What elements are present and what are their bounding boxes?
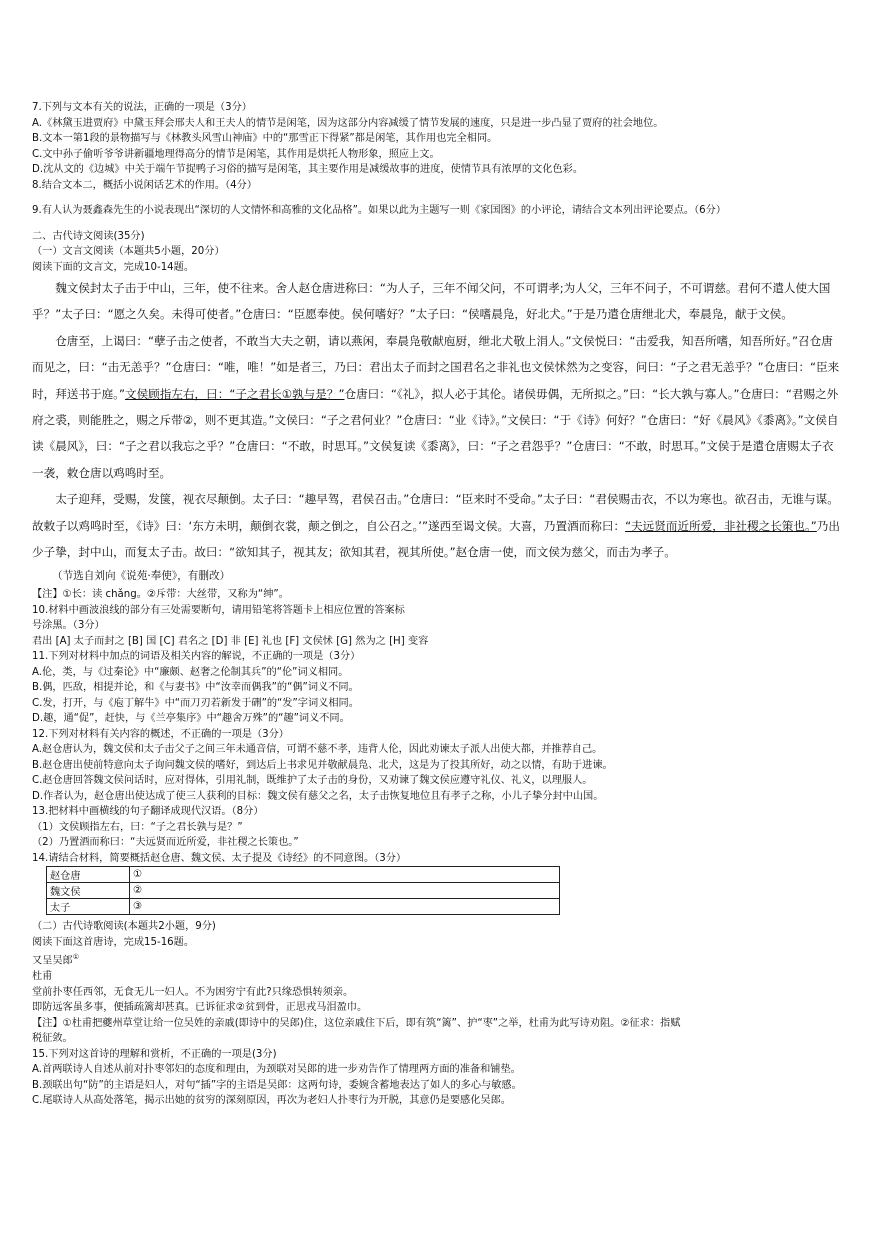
q7-stem: 7.下列与文本有关的说法，正确的一项是（3分） — [32, 102, 252, 113]
passage-text: 太子迎拜，受赐，发箧，视衣尽颠倒。太子曰：“趣早驾，君侯召击。”仓唐曰：“臣来时不受命。”太子曰：“君侯赐击衣，不以为寒也。欲召击，无谁与谋。故敕子以鸡鸣时至，《诗》曰：‘东方未明，颠倒衣裳，颠之倒之，自公召之。’”遂西至谒文侯。大喜，乃置酒而称曰： — [32, 492, 839, 533]
q12-stem: 12.下列对材料有关内容的概述，不正确的一项是（3分） — [32, 728, 289, 740]
table-cell-answer[interactable]: ② — [130, 883, 560, 899]
q10-options: 君出 [A] 太子而封之 [B] 国 [C] 君名之 [D] 非 [E] 礼也 [F] 文侯怵 [G] 然为之 [H] 变容 — [32, 635, 429, 647]
q15-option-c: C.尾联诗人从高处落笔，揭示出她的贫穷的深刻原因，再次为老妇人扑枣行为开脱，其意仍是要感化吴郎。 — [32, 1095, 511, 1107]
poem-intro: 阅读下面这首唐诗，完成15-16题。 — [32, 936, 195, 948]
passage-source: （节选自刘向《说苑·奉使》，有删改） — [52, 570, 231, 583]
table-row — [47, 899, 560, 915]
table-row — [47, 883, 560, 899]
passage-text: 乃出少子挚，封中山，而复太子击。故曰：“欲知其子，视其友；欲知其君，视其所使。”赵仓唐一使，而文侯为慈父，而击为孝子。 — [32, 518, 840, 560]
table-cell-name: 赵仓唐 — [47, 867, 130, 883]
q13-sentence-1: （1）文侯顾指左右，曰：“子之君长孰与是？” — [32, 821, 243, 833]
poem-line-2: 即防远客虽多事，便插疏篱却甚真。已诉征求②贫到骨，正思戎马泪盈巾。 — [32, 1002, 368, 1014]
underlined-sentence-1: 文侯顾指左右，曰：“子之君长①孰与是？” — [124, 386, 345, 401]
passage-notes: 【注】①长：读 chǎng。②斥带：大丝带，又称为“绅”。 — [32, 589, 289, 601]
q14-stem: 14.请结合材料，简要概括赵仓唐、魏文侯、太子提及《诗经》的不同意图。（3分） — [32, 852, 407, 864]
q13-sentence-2: （2）乃置酒而称曰：“夫远贤而近所爱，非社稷之长策也。” — [32, 837, 299, 849]
passage-paragraph-3 — [32, 486, 842, 565]
q12-option-a: A.赵仓唐认为，魏文侯和太子击父子之间三年未通音信，可谓不慈不孝，违背人伦，因此劝谏太子派人出使大都，并推荐自己。 — [32, 744, 603, 756]
q15-stem: 15.下列对这首诗的理解和赏析，不正确的一项是(3分) — [32, 1048, 277, 1060]
table-cell-name: 太子 — [47, 899, 130, 915]
q11-stem: 11.下列对材料中加点的词语及相关内容的解说，不正确的一项是（3分） — [32, 651, 361, 663]
q10-stem-line2: 号涂黑。（3分） — [32, 620, 105, 632]
reading-intro: 阅读下面的文言文，完成10-14题。 — [32, 261, 195, 273]
table-cell-answer[interactable]: ① — [130, 867, 560, 883]
q8-stem: 8.结合文本二，概括小说闲话艺术的作用。（4分） — [32, 179, 258, 191]
exam-page — [32, 100, 842, 1109]
q12-option-d: D.作者认为，赵仓唐出使达成了使三人获利的目标：魏文侯有慈父之名，太子击恢复地位且有孝子之称，小儿子挚分封中山国。 — [32, 790, 604, 802]
q7-option-a: A.《林黛玉进贾府》中黛玉拜会邢夫人和王夫人的情节是闲笔，因为这部分内容减缓了情节发展的速度，只是进一步凸显了贾府的社会地位。 — [32, 117, 664, 129]
q9-stem: 9.有人认为聂鑫森先生的小说表现出“深切的人文情怀和高雅的文化品格”。如果以此为主题写一则《家国图》的小评论，请结合文本列出评论要点。（6分） — [32, 205, 727, 216]
q14-answer-table — [46, 866, 560, 915]
q7-option-b: B.文本一第1段的景物描写与《林教头风雪山神庙》中的“那雪正下得紧”都是闲笔，其作用也完全相同。 — [32, 133, 498, 144]
q15-option-a: A.首两联诗人自述从前对扑枣邻妇的态度和理由，为颈联对吴郎的进一步劝告作了情理两方面的准备和铺垫。 — [32, 1064, 521, 1076]
q11-option-b: B.偶，匹敌，相提并论，和《与妻书》中“汝幸而偶我”的“偶”词义不同。 — [32, 682, 359, 694]
passage-text: ，问曰：“子之君无恙乎？”仓唐曰：“臣来时，拜送书于庭。” — [32, 360, 840, 401]
q11-option-c: C.发，打开，与《庖丁解牛》中“而刀刃若新发于硎”的“发”字词义相同。 — [32, 697, 359, 709]
poem-note-1: 【注】①杜甫把夔州草堂让给一位吴姓的亲戚(即诗中的吴郎)住，这位亲戚住下后，即有筑“篱”、护“枣”之举，杜甫为此写诗劝阻。②征求：指赋 — [32, 1017, 681, 1029]
passage-paragraph-2 — [32, 328, 842, 486]
q15-option-b: B.颈联出句“防”的主语是妇人，对句“插”字的主语是吴郎：这两句诗，委婉含蓄地表达了如人的多心与敏感。 — [32, 1079, 522, 1091]
poem-author: 杜甫 — [32, 971, 53, 983]
poem-note-2: 税征敛。 — [32, 1033, 73, 1045]
underlined-sentence-2: “夫远贤而近所爱，非社稷之长策也。” — [625, 518, 817, 533]
poem-line-1: 堂前扑枣任西邻，无食无儿一妇人。不为困穷宁有此?只缘恐惧转须亲。 — [32, 986, 354, 998]
q11-option-a: A.伦，类，与《过秦论》中“廉颇、赵奢之伦制其兵”的“伦”词义相同。 — [32, 666, 349, 678]
q11-option-d: D.趣，通“促”，赶快，与《兰亭集序》中“趣舍万殊”的“趣”词义不同。 — [32, 713, 350, 725]
q10-stem-line1: 10.材料中画波浪线的部分有三处需要断句，请用铅笔将答题卡上相应位置的答案标 — [32, 604, 405, 616]
passage-text: 仓唐曰：“《礼》，拟人必于其伦。诸侯毋偶，无所拟之。”曰：“长大孰与寡人。”仓唐曰：“君赐之外府之裘，则能胜之，赐之斥带②，则不更其造。”文侯曰：“子之君何业？”仓唐曰：“业《诗》。”文侯曰：“于《诗》何好？”仓唐曰：“好《晨风》《黍离》。”文侯自读《晨风》，曰：“子之君以我忘之乎？”仓唐曰：“不敢，时思耳。”文侯复读《黍离》，曰：“子之君怨乎？”仓唐曰：“不敢，时思耳。”文侯于是遣仓唐赐太子衣一袭，敕仓唐以鸡鸣时至。 — [32, 386, 839, 480]
section-title: 二、古代诗文阅读(35分) — [32, 230, 145, 242]
subsection-title-2: （二）古代诗歌阅读(本题共2小题，9分) — [32, 921, 216, 933]
q7-option-c: C.文中孙子偷听爷爷讲新疆地理得高分的情节是闲笔，其作用是烘托人物形象，照应上文。 — [32, 148, 440, 160]
q7-option-d: D.沈从文的《边城》中关于端午节捉鸭子习俗的描写是闲笔，其主要作用是减缓故事的进度，使情节具有浓厚的文化色彩。 — [32, 164, 584, 175]
q13-stem: 13.把材料中画横线的句子翻译成现代汉语。（8分） — [32, 806, 264, 818]
table-cell-answer[interactable]: ③ — [130, 899, 560, 915]
poem-title-text: 又呈吴郎 — [32, 955, 73, 967]
q12-option-b: B.赵仓唐出使前特意向太子询问魏文侯的嗜好，到达后上书求见并敬献晨凫、北犬，这是为了投其所好，动之以情，有助于进谏。 — [32, 759, 613, 771]
passage-text: 仓唐至，上谒曰：“孽子击之使者，不敢当大夫之朝，请以燕闲，奉晨凫敬献庖厨，绁北犬敬上涓人。”文侯悦曰：“击爱我，知吾所嗜，知吾所好。”召仓唐而见之，曰：“击无恙乎？”仓唐曰：“唯，唯！”如是者三，乃曰： — [32, 333, 833, 375]
q12-option-c: C.赵仓唐回答魏文侯问话时，应对得体，引用礼制，既维护了太子击的身份，又劝谏了魏文侯应遵守礼仪、礼义，以理服人。 — [32, 775, 593, 787]
table-cell-name: 魏文侯 — [47, 883, 130, 899]
wavy-line-sentence: 君出太子而封之国君名之非礼也文侯怵然为之变容 — [369, 360, 625, 375]
table-row — [47, 867, 560, 883]
poem-title-note-mark: ① — [72, 953, 80, 962]
subsection-title: （一）文言文阅读（本题共5小题，20分） — [32, 246, 225, 257]
passage-paragraph-1: 魏文侯封太子击于中山，三年，使不往来。舍人赵仓唐进称曰：“为人子，三年不闻父问，不可谓孝;为人父，三年不问子，不可谓慈。君何不遣人使大国乎？”太子曰：“愿之久矣。未得可使者。”仓唐曰：“臣愿奉使。侯何嗜好？”太子曰：“侯嗜晨凫，好北犬。”于是乃遣仓唐绁北犬，奉晨凫，献于文侯。 — [32, 281, 831, 322]
poem-title — [32, 950, 842, 969]
